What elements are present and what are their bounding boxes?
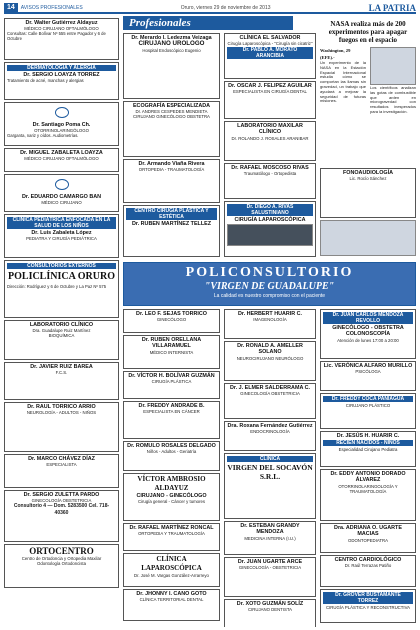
ad-laboratorio-maxilar [224,121,316,161]
ad-sub: CIRUJANO PLÁSTICO [345,403,391,408]
ad-title: Dr. ESTEBAN GRANDY MENDOZA [240,523,300,536]
ad-title: VIRGEN DEL SOCAVÓN S.R.L. [227,463,313,481]
ad-title: Dr. JUAN UGARTE ARCE [237,559,303,565]
ad-title: Dr. EDDY ANTONIO DORADO ÁLVAREZ [330,471,406,484]
news-dateline: Washington, 29 (EFE).- [320,48,351,60]
ad-rivas [224,201,316,257]
ad-sub: GINECÓLOGO - OBSTETRA COLONOSCOPÍA [332,325,404,338]
ad-felipez [224,81,316,119]
ad-title: Dr. SERGIO ZULETTA PARDO [23,492,100,498]
ad-zabaleta [4,148,119,172]
ad-ruiz-barea [4,362,119,400]
ad-title: Dr. JUAN CARLOS MENDOZA REVOLLO [323,312,413,324]
ad-herbert [224,309,316,339]
ad-andrade [123,401,220,439]
ad-sub: Cirugía Laparoscópica - "Cirugía sin cicatriz" [227,41,313,47]
ad-title: Dr. ROMULO ROSALES DELGADO [127,443,216,449]
ad-sub: ESPECIALISTA [46,462,77,468]
ad-title: FONOAUDIOLOGÍA [342,170,393,176]
clinic-logo-icon [55,107,69,118]
page-header [4,3,416,14]
ad-ambrosio [123,473,220,521]
ad-title: Dr. GROVER BUSTAMANTE TORREZ [323,592,413,604]
ad-body: Hospital Endoscópico Eugenio [142,47,201,53]
ad-title: Dr. JHONNY I. CANO GOTO [136,591,207,597]
ad-title: Lic. VERÓNICA ALFARO MURILLO [323,363,413,369]
ad-title: Dr. OSCAR J. FELIPEZ AGUILAR [228,83,312,89]
ad-sejas [123,309,220,333]
ad-title: Dr. HERBERT HUARIR C. [237,311,303,317]
news-body-2: Los científicos analizan las gotas de combustible que arden en microgravedad con resultados inesperados para la investigación. [370,85,416,114]
section-label: AVISOS PROFESIONALES [20,4,83,11]
ad-title: Dr. RONALD A. AMELLER SOLANO [237,343,303,356]
eye-logo-icon [55,179,69,190]
news-photo [370,47,416,85]
ad-title: Dr. RAFAEL MOSCOSO RIVAS [231,165,309,171]
ad-camargo [4,174,119,212]
right-column-2-upper [320,168,416,260]
ad-title: CENTRO CARDIOLÓGICO [334,557,402,563]
ad-body: Dr. PABLO A. MORATO ARANCIBIA [227,47,313,59]
ad-fernandez [224,421,316,451]
polyclinic-banner [123,262,416,306]
ad-sub: RECIÉN NACIDOS - NIÑOS [323,440,413,446]
ad-alfaro [320,361,416,391]
ad-sub: MEDICINA INTERNA (I.U.) [244,535,296,541]
ad-body: Garganta, nariz y oídos. Audiometrías. [7,133,79,139]
ad-sub: OTORRINOLARINGÓLOGO [34,128,89,134]
ad-zuletta [4,490,119,542]
ad-moscoso [224,163,316,199]
ad-title: CLÍNICA LAPAROSCÓPICA [141,555,202,572]
news-headline: NASA realiza más de 200 experimentos para apagar fuegos en el espacio [328,20,408,44]
ad-dorado [320,469,416,521]
ad-sub: GINECOLOGÍA - OBSTETRICIA [238,565,302,571]
ad-sub: CIRUJANO DENTISTA [247,607,293,613]
ad-title: Dr. RUBEN ORELLANA VILLARAMUEL [141,337,202,350]
ad-martinez-roncal [123,523,220,551]
ad-laparoscopica [123,553,220,587]
polyclinic-subtitle: La calidad es nuestro compromiso con el paciente [213,293,326,299]
left-column [4,18,119,626]
ad-sub: F.C.S. [55,370,68,376]
ad-body: Cirugía general - Cáncer y tumores [137,499,206,505]
ad-sub: Dr. Raúl Terrazas Patiño [344,563,392,569]
ad-title: Dr. JAVIER RUIZ BAREA [30,364,93,370]
ad-title: CLÍNICA EL SALVADOR [239,35,301,41]
ad-title: ORTOCENTRO [29,546,94,556]
ad-photo [227,224,313,246]
ad-sub: CLÍNICA TERRITORIAL DENTAL [139,597,204,603]
ad-ugarte-arce [224,557,316,597]
ad-title: Dr. Walter Gutiérrez Aldayuz [25,20,98,26]
ad-cardiologico [320,555,416,587]
ad-sub: Dr. ROLANDO J. ROSALES ARANIBAR [231,135,309,141]
ad-sub: GINECÓLOGO [156,317,187,323]
middle-column [123,33,220,261]
ad-title: Dr. Armando Viaña Rivera [138,161,205,167]
ad-title: Dr. FREDDY COCA PANIAGUA [323,396,413,402]
ad-sub: ESPECIALISTA EN CÁNCER [143,409,200,415]
ad-bustamante [320,589,416,623]
ad-sub: PEDIATRA Y CIRUGÍA PEDIÁTRICA [26,236,97,242]
ad-sub: CIRUJANO UROLOGO [138,40,205,48]
ad-body: Consultas: Calle Bolívar Nº 555 entre Pagador y 6 de Octubre [7,31,106,42]
ad-poma [4,102,119,146]
ad-salderrama [224,383,316,419]
ad-title: LABORATORIO MAXILAR CLÍNICO [237,123,303,136]
ad-body: Consultorio 4 — Dom. 5283500 Cel. 718-40360 [13,503,110,517]
right-column-2-lower [320,309,416,627]
ad-title: Dra. Roxana Fernández Gutiérrez [227,423,313,429]
ad-sub: MÉDICO CIRUJANO OFTALMÓLOGO [24,156,99,162]
ad-sub: CIRUGÍA PLÁSTICA Y RECONSTRUCTIVA [325,605,411,610]
ad-sub: Niños - Adultos - Geriatría [146,449,197,455]
ad-sub: MÉDICO INTERNISTA [149,349,194,355]
ad-banner: DERMATOLOGÍA Y ALERGIA [7,65,116,71]
ad-body: Atención de lunes 17:00 a 20:00 [337,337,399,343]
ad-title: Dr. SERGIO LOAYZA TORREZ [23,72,100,78]
ad-title: POLICLÍNICA ORURO [8,271,115,282]
ad-title: Dr. FREDDY ANDRADE B. [138,403,205,409]
ad-grandy [224,521,316,555]
ad-sub: OTORRINOLARINGOLOGÍA Y TRAUMATOLOGÍA [338,483,398,494]
middle-column-lower [123,309,220,627]
date-line: Oruro, viernes 29 de noviembre de 2013 [180,4,271,11]
ad-huarir-jesus [320,431,416,467]
ad-title: Dr. EDUARDO CAMARGO BAN [21,194,102,200]
page-number: 14 [4,3,18,13]
newspaper-brand: LA PATRIA [368,2,416,13]
ad-ameller [224,341,316,381]
ad-sub: Dra. Guadalupe Ruiz Martínez [32,328,91,334]
ad-banner: CLÍNICA PEDIÁTRICA ENFOCADA EN LA SALUD DE LOS NIÑOS [7,217,116,229]
ad-ortocentro [4,544,119,588]
news-article [320,20,416,166]
ad-banner: CLÍNICA [227,456,313,462]
ad-title: Dr. Santiago Poma Ch. [32,122,91,128]
ad-sub: Dr. ANDRES CESPEDES MENDIETA [135,109,208,115]
ad-orellana [123,335,220,369]
ad-sub: GINECOLOGÍA OBSTETRICIA [240,391,300,397]
ad-sub: IMAGENOLOGÍA [253,317,287,323]
news-body-1: Un experimento de la NASA en la Estación Espacial Internacional estudia cómo se comportan las llamas sin gravedad, un trabajo que ayudará a mejorar la seguridad de futuras misiones. [320,60,366,104]
right-column-1 [224,33,316,261]
ad-title: CIRUGÍA LAPAROSCÓPICA [234,217,306,223]
ad-body: BIOQUÍMICA [48,333,75,339]
polyclinic-name: "VIRGEN DE GUADALUPE" [204,281,335,292]
ad-body: Odontología Ortodoncista [37,561,86,566]
ad-title: Dra. ADRIANA O. UGARTE MACIAS [334,525,402,538]
ad-sub: NEUROLOGÍA - ADULTOS - NIÑOS [26,410,97,416]
ad-title: LABORATORIO CLÍNICO [29,322,94,328]
ad-title: Dr. VÍCTOR H. BOLÍVAR GUZMÁN [128,373,215,379]
ad-title: Dr. JESÚS H. HUARIR C. [336,433,400,439]
ad-title: Dr. MIGUEL ZABALETA LOAYZA [20,150,103,156]
ad-body: Tratamiento de acné, manchas y alergias [7,78,84,84]
ad-sub: Dr. José M. Vargas González-Arrarreyo [134,573,209,578]
ad-virgen-socavon [224,453,316,519]
ad-photo [320,220,416,256]
ad-laboratorio [4,320,119,360]
ad-sub: NEUROCIRUJANO NEURÓLOGO [236,355,304,361]
ad-sub: CIRUGÍA PLÁSTICA [151,379,192,385]
ad-banner: Dr. DIEGO A. RIVAS SALUSTINIANO [227,204,313,216]
ad-coca [320,393,416,429]
ad-title: Dr. J. ELMER SALDERRAMA C. [229,385,311,391]
ad-body: Especialidad Cirujano Pediatra [338,447,398,453]
ad-el-salvador [224,33,316,79]
ad-body: CIRUJANO GINECÓLOGO OBSTETRA [133,114,210,120]
ad-cirugia-plastica [123,205,220,257]
ad-body: Dirección: Rodríguez y 6 de Octubre y La Paz Nº 575 [7,284,107,289]
ad-title: VÍCTOR AMBROSIO ALDAYUZ [137,475,206,492]
ad-title: Dr. Luis Zabaleta López [31,230,92,236]
ad-title: Dr. LEO F. SEJAS TORRICO [136,311,207,317]
ad-title: Dr. XOTO GUZMÁN SOLÍZ [236,601,304,607]
ad-sub: ESPECIALISTA EN CIRUGÍA DENTAL [233,89,307,95]
ad-sub: GINECOLOGÍA OBSTETRICIA [31,498,92,504]
ad-torrico [4,402,119,452]
ad-bolivar [123,371,220,399]
ad-sub: ENDOCRINOLOGÍA [250,429,290,435]
ad-sub: Traumatólogo - Ortopedista [243,171,297,177]
ad-title: Dr. Merardo I. Ledezma Veizaga [131,35,212,41]
ad-rosales [123,441,220,471]
polyclinic-title: POLICONSULTORIO [185,265,354,280]
ad-sub: Centro de Ortodoncia y Ortopedia Maxilar [21,556,102,561]
ad-title: Dr. RAUL TORRICO ARRIO [27,404,96,410]
ad-sub: ODONTOPEDIATRA [348,537,388,543]
ad-gutierrez [4,18,119,60]
ad-policlinica-oruro [4,260,119,318]
ad-dermatologia [4,62,119,100]
ad-banner: CENTRO CIRUGÍA PLÁSTICA Y ESTÉTICA [126,208,217,220]
ad-title: ECOGRAFÍA ESPECIALIZADA [132,103,211,109]
ad-ecografia [123,101,220,157]
ad-sub: ORTOPEDIA - TRAUMATOLOGÍA [138,167,205,173]
page-title: Profesionales [123,16,293,30]
ad-title: Dr. RAFAEL MARTÍNEZ RONCAL [129,525,214,531]
ad-sub: ORTOPEDIA Y TRAUMATOLOGÍA [138,531,205,537]
ad-guzman [224,599,316,627]
ad-mendoza-revollo [320,309,416,359]
ad-viana [123,159,220,203]
ad-title: Dr. RUBEN MARTÍNEZ TELLEZ [131,221,212,227]
news-columns [320,46,416,115]
ad-banner: CONSULTORIOS EXTERNOS [7,263,116,269]
ad-sub: Lic. Rocío Sánchez [349,176,387,182]
ad-sub: MÉDICO CIRUJANO OFTALMÓLOGO [24,26,99,32]
ad-ledezma [123,33,220,99]
ad-cano [123,589,220,621]
ad-sub: MÉDICO CIRUJANO [41,200,82,206]
ad-sub: PSICÓLOGA [355,369,381,375]
ad-chavez [4,454,119,488]
ad-ugarte-macias [320,523,416,553]
ad-fonoaudiologia [320,168,416,218]
ad-pediatrica [4,214,119,258]
ad-title: Dr. MARCO CHÁVEZ DÍAZ [28,456,95,462]
right-column-1-lower [224,309,316,627]
ad-sub: CIRUJANO - GINECÓLOGO [136,493,207,499]
